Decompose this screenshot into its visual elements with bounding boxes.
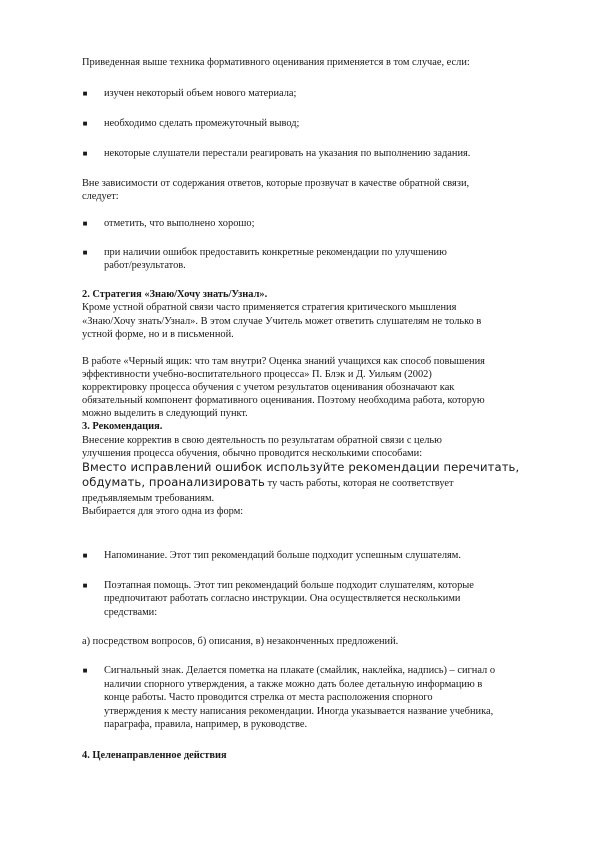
square-bullet-icon: ■ bbox=[82, 581, 88, 590]
paragraph-line: обязательный компонент формативного оценивания. Поэтому необходима работа, которую bbox=[82, 395, 485, 406]
paragraph-line: улучшения процесса обучения, обычно проводится несколькими способами: bbox=[82, 448, 423, 459]
paragraph-line: а) посредством вопросов, б) описания, в) незаконченных предложений. bbox=[82, 636, 399, 647]
list-item-continuation: работ/результатов. bbox=[104, 260, 186, 271]
paragraph-line: Кроме устной обратной связи часто применяется стратегия критического мышления bbox=[82, 302, 457, 313]
paragraph-line: В работе «Черный ящик: что там внутри? Оценка знаний учащихся как способ повышения bbox=[82, 356, 485, 367]
square-bullet-icon: ■ bbox=[82, 149, 88, 158]
paragraph-line: Вместо исправлений ошибок используйте рекомендации перечитать, bbox=[82, 460, 520, 474]
square-bullet-icon: ■ bbox=[82, 89, 88, 98]
square-bullet-icon: ■ bbox=[82, 551, 88, 560]
list-item-continuation: наличии спорного утверждения, а также можно дать более детальную информацию в bbox=[104, 679, 483, 690]
paragraph-line: предъявляемым требованиям. bbox=[82, 493, 215, 504]
paragraph-line: устной форме, но и в письменной. bbox=[82, 329, 234, 340]
list-item-continuation: утверждения к месту написания рекомендации. Иногда указывается название учебника, bbox=[104, 706, 494, 717]
paragraph-line: корректировку процесса обучения с учетом результатов оценивания обозначают как bbox=[82, 382, 455, 393]
square-bullet-icon: ■ bbox=[82, 119, 88, 128]
list-item-continuation: предпочитают работать согласно инструкции. Она осуществляется несколькими bbox=[104, 593, 461, 604]
square-bullet-icon: ■ bbox=[82, 248, 88, 257]
paragraph-line: «Знаю/Хочу знать/Узнал». В этом случае Учитель может ответить слушателям не только в bbox=[82, 316, 482, 327]
document-page: Приведенная выше техника формативного оценивания применяется в том случае, если: ■ изучен некоторый объем нового материала; ■ необходимо сделать промежуточный вывод; ■ некоторые слушатели перестали реагировать на указания по выполнению задания. Вне зависимости от содержания ответов, которые прозвучат в качестве обратной связи, следует: ■ отметить, что выполнено хорошо; ■ при наличии ошибок предоставить конкретные рекомендации по улучшению работ/результатов. 2. Стратегия «Знаю/Хочу знать/Узнал». Кроме устной обратной связи часто применяется стратегия критического мышления «Знаю/Хочу знать/Узнал». В этом случае Учитель может ответить слушателям не только в устной форме, но и в письменной. В работе «Черный ящик: что там внутри? Оценка знаний учащихся как способ повышения эффективности учебно-воспитательного процесса» П. Блэк и Д. Уильям (2002) корректировку процесса обучения с учетом результатов оценивания обозначают как обязательный компонент формативного оценивания. Поэтому необходима работа, которую можно выделить в следующий пункт. 3. Рекомендация. Внесение корректив в свою деятельность по результатам обратной связи с целью улучшения процесса обучения, обычно проводится несколькими способами: Вместо исправлений ошибок используйте рекомендации перечитать, обдумать, проанализировать ту часть работы, которая не соответствует предъявляемым требованиям. Выбирается для этого одна из форм: ■ Напоминание. Этот тип рекомендаций больше подходит успешным слушателям. ■ Поэтапная помощь. Этот тип рекомендаций больше подходит слушателям, которые предпочитают работать согласно инструкции. Она осуществляется несколькими средствами: а) посредством вопросов, б) описания, в) незаконченных предложений. ■ Сигнальный знак. Делается пометка на плакате (смайлик, наклейка, надпись) – сигнал о наличии спорного утверждения, а также можно дать более детальную информацию в конце работы. Часто проводится стрелка от места расположения спорного утверждения к месту написания рекомендации. Иногда указывается название учебника, параграфа, правила, например, в руководстве. 4. Целенаправленное действия bbox=[82, 57, 520, 761]
section-heading: 3. Рекомендация. bbox=[82, 421, 163, 432]
section-heading: 2. Стратегия «Знаю/Хочу знать/Узнал». bbox=[82, 289, 268, 300]
paragraph-line: Выбирается для этого одна из форм: bbox=[82, 506, 244, 517]
section-heading: 4. Целенаправленное действия bbox=[82, 750, 227, 761]
paragraph-line: эффективности учебно-воспитательного процесса» П. Блэк и Д. Уильям (2002) bbox=[82, 369, 432, 380]
square-bullet-icon: ■ bbox=[82, 219, 88, 228]
paragraph-line: Вне зависимости от содержания ответов, которые прозвучат в качестве обратной связи, bbox=[82, 178, 470, 189]
intro-paragraph: Приведенная выше техника формативного оценивания применяется в том случае, если: bbox=[82, 57, 470, 68]
paragraph-line: следует: bbox=[82, 191, 119, 202]
paragraph-line: Внесение корректив в свою деятельность по результатам обратной связи с целью bbox=[82, 435, 442, 446]
square-bullet-icon: ■ bbox=[82, 666, 88, 675]
paragraph-line: обдумать, проанализировать ту часть работы, которая не соответствует bbox=[82, 475, 454, 489]
paragraph-line: можно выделить в следующий пункт. bbox=[82, 408, 248, 419]
list-item-continuation: параграфа, правила, например, в руководстве. bbox=[104, 719, 308, 730]
list-item-continuation: средствами: bbox=[104, 607, 158, 618]
list-item-continuation: конце работы. Часто проводится стрелка от места расположения спорного bbox=[104, 692, 433, 703]
